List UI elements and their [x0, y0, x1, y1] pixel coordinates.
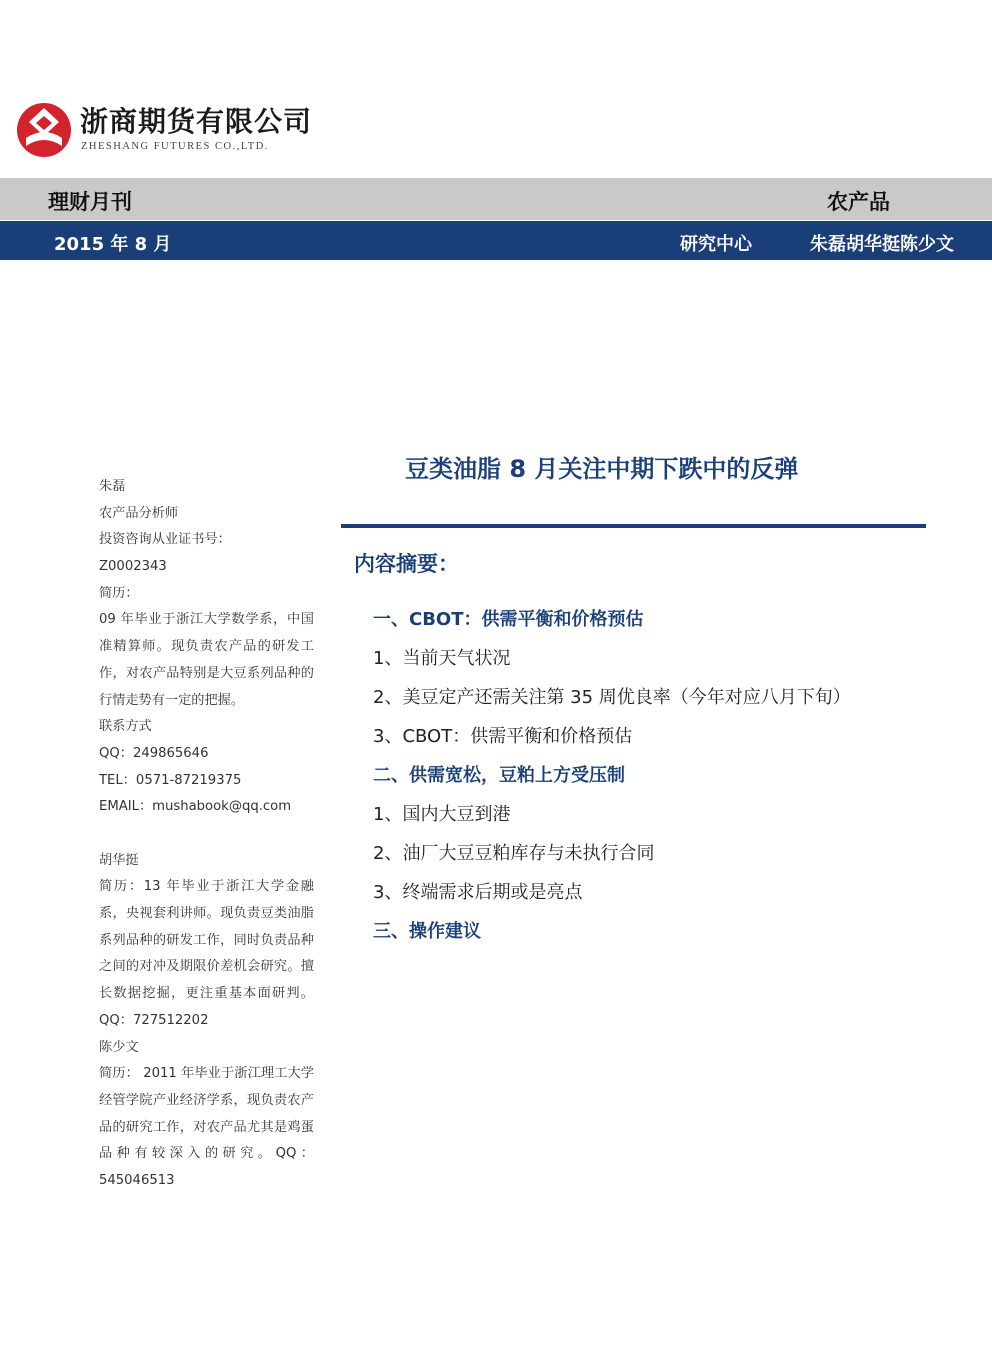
analyst-title: 农产品分析师 — [99, 505, 179, 521]
authors-label: 朱磊胡华挺陈少文 — [810, 234, 954, 255]
summary-heading: 内容摘要： — [354, 552, 459, 576]
toc-item: 3、终端需求后期或是亮点 — [373, 882, 583, 903]
report-title: 豆类油脂 8 月关注中期下跌中的反弹 — [405, 455, 799, 483]
toc-item: 2、美豆定产还需关注第 35 周优良率（今年对应八月下旬） — [373, 687, 851, 708]
toc-item: 1、当前天气状况 — [373, 648, 511, 669]
contact-label: 联系方式 — [99, 719, 152, 735]
contact-qq: QQ：249865646 — [99, 745, 209, 761]
company-name-en: ZHESHANG FUTURES CO.,LTD. — [81, 141, 269, 152]
zheshang-logo-icon — [14, 100, 74, 160]
analyst-resume: 简历：13 年毕业于浙江大学金融系，央视套利讲师。现负责豆类油脂系列品种的研发工作，同时负责品种之间的对冲及期限价差机会研究。擅长数据挖掘，更注重基本面研判。QQ：727512202 — [99, 879, 314, 1028]
analyst-name: 朱磊 — [99, 479, 126, 494]
info-band — [0, 221, 992, 260]
summary-toc — [373, 605, 851, 956]
analyst-sidebar — [99, 474, 314, 1195]
analyst-name: 胡华挺 — [99, 852, 139, 868]
analyst-resume: 简历： 2011 年毕业于浙江理工大学经管学院产业经济学系，现负责农产品的研究工作，对农产品尤其是鸡蛋品种有较深入的研究。QQ：545046513 — [99, 1066, 314, 1189]
category-label: 农产品 — [827, 190, 890, 214]
publication-band — [0, 178, 992, 220]
cert-label: 投资咨询从业证书号： — [99, 532, 231, 548]
toc-item: 3、CBOT：供需平衡和价格预估 — [373, 726, 633, 747]
analyst-name: 陈少文 — [99, 1039, 139, 1055]
toc-section: 一、CBOT：供需平衡和价格预估 — [373, 609, 644, 630]
resume-label: 简历： — [99, 585, 139, 601]
contact-email: EMAIL：mushabook@qq.com — [99, 799, 292, 815]
company-name-cn: 浙商期货有限公司 — [80, 105, 313, 138]
toc-section: 二、供需宽松，豆粕上方受压制 — [373, 765, 625, 786]
title-divider — [341, 524, 926, 528]
toc-item: 2、油厂大豆豆粕库存与未执行合同 — [373, 843, 655, 864]
cert-number: Z0002343 — [99, 559, 167, 575]
publication-name: 理财月刊 — [48, 190, 132, 214]
analyst-resume: 09 年毕业于浙江大学数学系，中国准精算师。现负责农产品的研发工作，对农产品特别是大豆系列品种的行情走势有一定的把握。 — [99, 612, 314, 708]
contact-tel: TEL：0571-87219375 — [99, 772, 242, 788]
department-label: 研究中心 — [680, 234, 752, 255]
toc-section: 三、操作建议 — [373, 921, 481, 942]
toc-item: 1、国内大豆到港 — [373, 804, 511, 825]
issue-date: 2015 年 8 月 — [54, 234, 172, 255]
spacer — [99, 821, 314, 848]
